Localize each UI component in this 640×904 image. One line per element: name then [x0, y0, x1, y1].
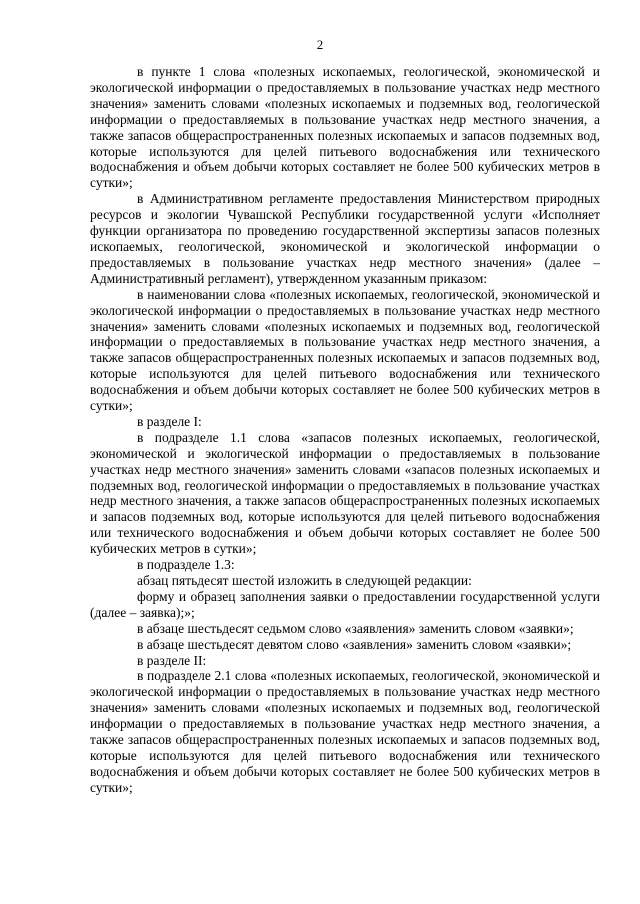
paragraph-subsection-1-3: в подразделе 1.3:: [137, 557, 235, 573]
document-body: [90, 64, 600, 796]
paragraph-section-1: в разделе I:: [137, 413, 202, 429]
paragraph-abzac-69: в абзаце шестьдесят девятом слово «заявления» заменить словом «заявки»;: [137, 636, 572, 652]
paragraph-abzac-67: в абзаце шестьдесят седьмом слово «заявления» заменить словом «заявки»;: [137, 620, 574, 636]
paragraph-abzac-56: абзац пятьдесят шестой изложить в следующей редакции:: [137, 573, 472, 588]
page-number: 2: [316, 37, 324, 52]
paragraph-form-sample: форму и образец заполнения заявки о предоставлении государственной услуги (далее – заявка);»;: [90, 588, 600, 620]
paragraph-admin-regulation: в Административном регламенте предоставления Министерством природных ресурсов и экологии Чувашской Республики государственной услуги «Исполняет функции организатора по проведению государственной экспертизы запасов полезных ископаемых, геологической, экономической и экологической информации о предоставляемых в пользование участках недр местного значения» (далее – Административный регламент), утвержденном указанным приказом:: [90, 191, 600, 286]
paragraph-title-amendment: в наименовании слова «полезных ископаемых, геологической, экономической и экологической информации о предоставляемых в пользование участках недр местного значения» заменить словами «полезных ископаемых и подземных вод, геологической информации о предоставляемых в пользование участках недр местного значения, а также запасов общераспространенных полезных ископаемых и запасов подземных вод, которые используются для целей питьевого водоснабжения или технического водоснабжения и объем добычи которых составляет не более 500 кубических метров в сутки»;: [90, 286, 600, 414]
paragraph-item-1-amendment: в пункте 1 слова «полезных ископаемых, геологической, экономической и экологической информации о предоставляемых в пользование участках недр местного значения» заменить словами «полезных ископаемых и подземных вод, геологической информации о предоставляемых в пользование участках недр местного значения, а также запасов общераспространенных полезных ископаемых и запасов подземных вод, которые используются для целей питьевого водоснабжения или технического водоснабжения и объем добычи которых составляет не более 500 кубических метров в сутки»;: [90, 64, 600, 191]
paragraph-subsection-2-1: в подразделе 2.1 слова «полезных ископаемых, геологической, экономической и экологической информации о предоставляемых в пользование участках недр местного значения» заменить словами «полезных ископаемых и подземных вод, геологической информации о предоставляемых в пользование участках недр местного значения, а также запасов общераспространенных полезных ископаемых и запасов подземных вод, которые используются для целей питьевого водоснабжения или технического водоснабжения и объем добычи которых составляет не более 500 кубических метров в сутки»;: [90, 668, 600, 795]
paragraph-section-2: в разделе II:: [137, 652, 207, 668]
paragraph-subsection-1-1: в подразделе 1.1 слова «запасов полезных ископаемых, геологической, экономической и экологической информации о предоставляемых в пользование участках недр местного значения» заменить словами «запасов полезных ископаемых и подземных вод, геологической информации о предоставляемых в пользование участках недр местного значения, а также запасов общераспространенных полезных ископаемых и запасов подземных вод, которые используются для целей питьевого водоснабжения или технического водоснабжения и объем добычи которых составляет не более 500 кубических метров в сутки»;: [90, 429, 600, 557]
